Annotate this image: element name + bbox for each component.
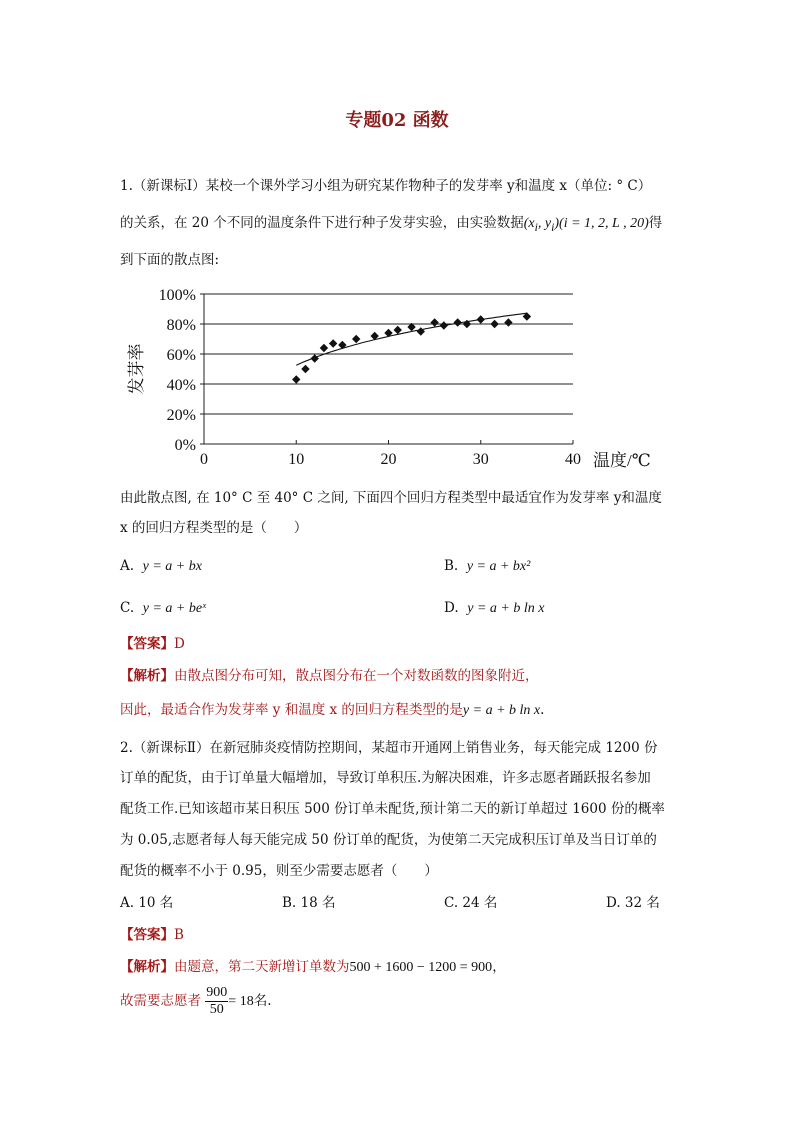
q1-analysis-line2 <box>120 700 544 721</box>
data-point <box>504 318 512 326</box>
q1-option-a-text: y = a + bx <box>142 559 202 574</box>
q2-answer-value: B <box>174 927 184 943</box>
q1-line2-text: 的关系，在 20 个不同的温度条件下进行种子发芽实验，由实验数据 <box>120 215 524 231</box>
y-tick-label: 0% <box>174 437 196 454</box>
y-tick-labels <box>159 287 196 454</box>
q1-option-c-label: C. <box>120 600 135 616</box>
data-point <box>430 318 438 326</box>
data-point <box>394 326 402 334</box>
q2-option-c: C. 24 名 <box>444 895 498 911</box>
q1-analysis-text1: 由散点图分布可知，散点图分布在一个对数函数的图象附近， <box>174 668 539 684</box>
chart-grid <box>204 294 573 414</box>
q1-option-b <box>444 556 530 577</box>
x-tick-labels <box>200 451 581 468</box>
q1-option-a-label: A. <box>120 558 135 574</box>
q2-fraction-numerator: 900 <box>206 985 228 1000</box>
q2-answer-label: 【答案】 <box>120 927 174 943</box>
q2-fraction-denominator: 50 <box>209 1002 224 1017</box>
x-tick-label: 10 <box>288 451 305 468</box>
x-tick-label: 30 <box>472 451 489 468</box>
data-points <box>292 312 531 383</box>
q1-option-b-text: y = a + bx² <box>466 559 531 574</box>
q2-analysis-math1: 500 + 1600 − 1200 = 900 <box>349 960 493 975</box>
q2-analysis-text2: 故需要志愿者 <box>120 993 201 1009</box>
data-point <box>329 339 337 347</box>
scatter-chart <box>118 282 663 472</box>
y-tick-label: 100% <box>158 287 196 304</box>
data-point <box>292 375 300 383</box>
q1-line3: 到下面的散点图: <box>120 252 220 268</box>
q2-analysis-line2 <box>120 984 272 1019</box>
q1-after2: x 的回归方程类型的是（ ） <box>120 520 308 536</box>
x-tick-label: 40 <box>565 451 581 468</box>
page-title: 专题02 函数 <box>345 110 449 131</box>
q1-option-b-label: B. <box>444 558 459 574</box>
q1-after1: 由此散点图, 在 10° C 至 40° C 之间, 下面四个回归方程类型中最适宜作为发芽率 y和温度 <box>120 490 662 506</box>
y-tick-label: 40% <box>166 377 196 394</box>
y-tick-label: 60% <box>166 347 196 364</box>
q1-analysis-label: 【解析】 <box>120 668 174 684</box>
data-point <box>440 321 448 329</box>
q1-answer-value: D <box>174 636 185 652</box>
q2-option-d: D. 32 名 <box>606 895 660 911</box>
data-point <box>490 320 498 328</box>
q2-analysis-end1: ， <box>492 959 506 975</box>
q2-line3: 配货工作.已知该超市某日积压 500 份订单未配货,预计第二天的新订单超过 1600 份的概率 <box>120 801 665 817</box>
y-tick-label: 20% <box>166 407 196 424</box>
q1-option-a <box>120 556 202 577</box>
q1-line2-end: 得 <box>648 215 663 231</box>
q1-analysis-math: y = a + b ln x <box>462 703 541 718</box>
q2-line2: 订单的配货，由于订单量大幅增加，导致订单积压.为解决困难，许多志愿者踊跃报名参加 <box>120 770 651 786</box>
q2-analysis-line1 <box>120 957 506 978</box>
y-axis-label: 发芽率 <box>127 343 146 395</box>
y-tick-label: 80% <box>166 317 196 334</box>
q2-answer <box>120 925 184 945</box>
q1-line1: 1.（新课标Ⅰ）某校一个课外学习小组为研究某作物种子的发芽率 y和温度 x（单位: ° C） <box>120 178 652 194</box>
chart-axes <box>200 294 573 444</box>
data-point <box>352 335 360 343</box>
x-tick-label: 20 <box>380 451 397 468</box>
fit-curve <box>296 313 527 365</box>
q2-option-b: B. 18 名 <box>282 895 336 911</box>
data-point <box>320 344 328 352</box>
q1-line2 <box>120 213 662 238</box>
q2-fraction <box>205 985 228 1018</box>
q2-line5: 配货的概率不小于 0.95，则至少需要志愿者（ ） <box>120 863 438 879</box>
q1-answer <box>120 634 185 654</box>
q1-option-d-text: y = a + b ln x <box>467 601 545 616</box>
q1-option-c-text: y = a + beˣ <box>142 601 207 616</box>
data-point <box>301 365 309 373</box>
data-point <box>477 315 485 323</box>
x-axis-label: 温度/℃ <box>593 451 651 470</box>
q1-analysis-line1 <box>120 666 539 686</box>
q1-answer-label: 【答案】 <box>120 636 174 652</box>
q2-line4: 为 0.05,志愿者每人每天能完成 50 份订单的配货，为使第二天完成积压订单及当日订单的 <box>120 832 657 848</box>
q2-option-a: A. 10 名 <box>120 895 174 911</box>
data-point <box>311 354 319 362</box>
q2-analysis-label: 【解析】 <box>120 959 174 975</box>
q2-line1: 2.（新课标Ⅱ）在新冠肺炎疫情防控期间，某超市开通网上销售业务，每天能完成 1200 份 <box>120 740 658 756</box>
q1-line2-math: ($x_i$, $y_i)(i = 1$, 2, L , 20) <box>523 216 649 234</box>
data-point <box>417 327 425 335</box>
q1-option-c <box>120 598 206 619</box>
q2-analysis-text1: 由题意，第二天新增订单数为 <box>174 959 350 975</box>
q2-analysis-math2: = 18 <box>228 994 254 1009</box>
q1-analysis-text2: 因此，最适合作为发芽率 y 和温度 x 的回归方程类型的是 <box>120 702 463 718</box>
q1-option-d <box>444 598 544 619</box>
q2-analysis-end2: 名. <box>253 993 272 1009</box>
data-point <box>453 318 461 326</box>
q1-analysis-end: . <box>540 702 545 718</box>
x-tick-label: 0 <box>200 451 208 468</box>
q1-option-d-label: D. <box>444 600 459 616</box>
